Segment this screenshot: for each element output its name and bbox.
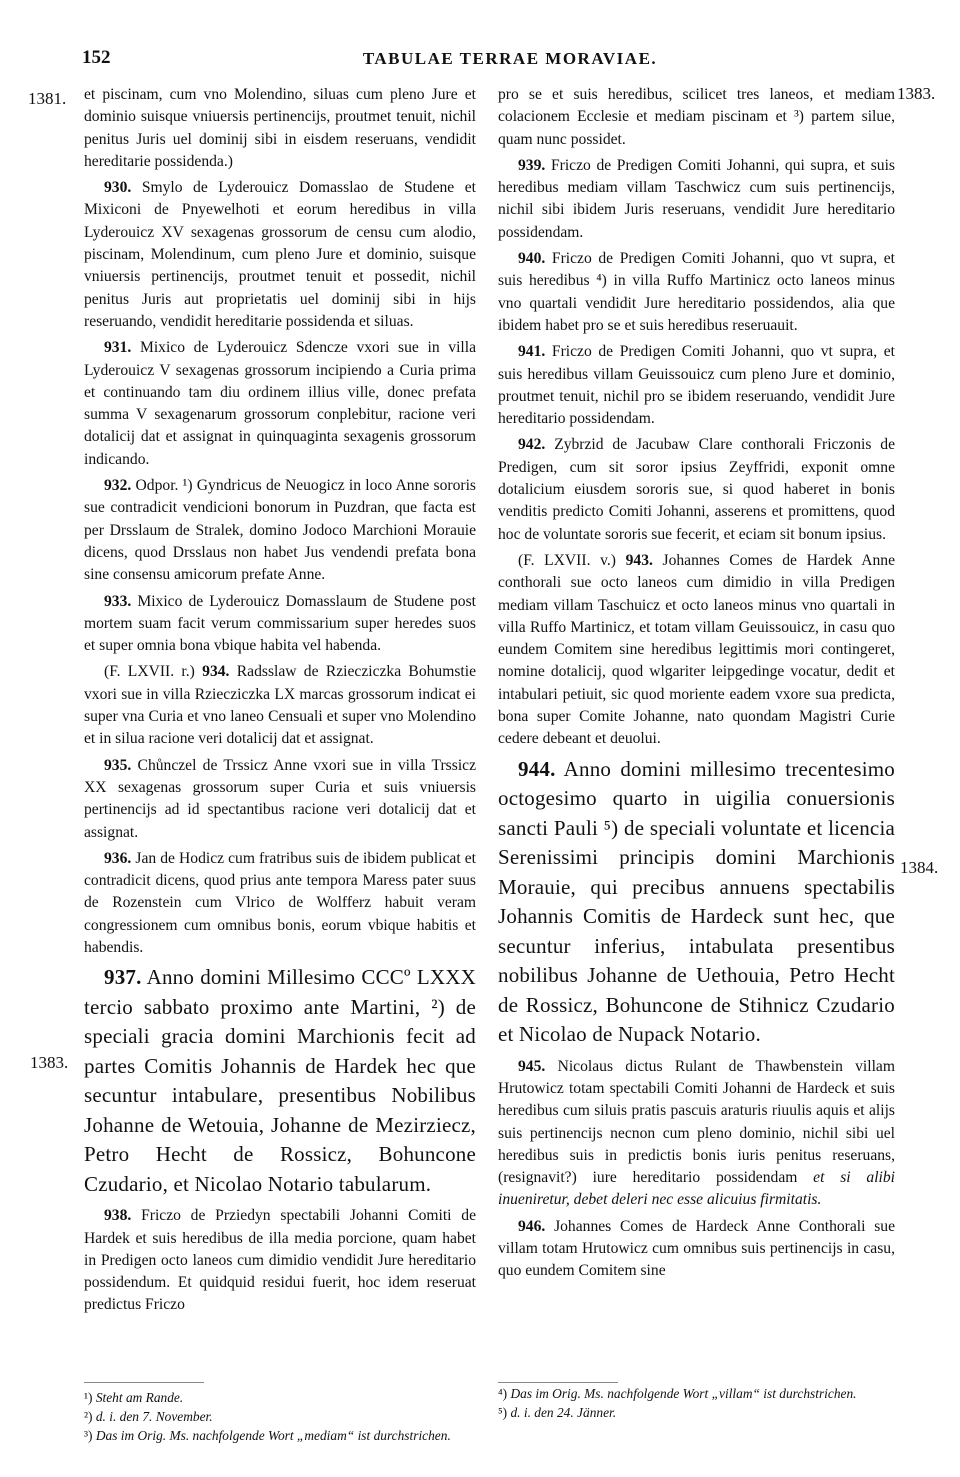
footnotes-left <box>84 1388 476 1445</box>
margin-year-1384: 1384. <box>900 858 939 877</box>
footnote-text: Das im Orig. Ms. nachfolgende Wort „villam“ ist durchstrichen. <box>510 1386 857 1401</box>
entry-number: 946. <box>518 1217 546 1235</box>
entry-text: Radsslaw de Rziecziczka Bohumstie vxori sue in villa Rziecziczka LX marcas grossorum indicat ei super vna Curia et vno laneo Censuali et super vno Molendino et in silua racione veri dotalicij dat et assignat. <box>84 663 476 748</box>
entry-paragraph <box>84 84 476 173</box>
entry-paragraph <box>84 755 476 844</box>
footnote <box>84 1426 476 1445</box>
entry-paragraph <box>498 248 895 337</box>
entry-paragraph <box>84 591 476 658</box>
entry-number: 944. <box>518 756 556 781</box>
folio-reference: (F. LXVII. v.) <box>518 551 626 569</box>
footnote-separator-right <box>498 1382 618 1383</box>
entry-text: Jan de Hodicz cum fratribus suis de ibidem publicat et contradicit dicens, quod prius ante tempora Maress pater suus de Rozenstein cum Vlrico de Wolfferz habuit veram congressionem cum omnibus bonis, eorum vbique habitis et habendis. <box>84 849 476 956</box>
entry-number: 942. <box>518 436 546 454</box>
entry-text: Johannes Comes de Hardek Anne conthorali sue octo laneos cum dimidio in villa Predigen mediam villam Taschuicz et octo laneos minus vno quartali in villa Ruffo Martinicz, et totam villam Geuissouicz, in casu quo eundem Comitem sine heredibus legittimis mori contingeret, nomine dotalicij, quod wlgariter leipgedinge vocatur, dedit et intabulari petiuit, sic quod moriente eadem vxore sua predicta, bona super Comite Johanne, nato quondam Magistri Curie cedere debeant et deuolui. <box>498 551 896 748</box>
right-column <box>498 84 895 1287</box>
entry-text: Friczo de Predigen Comiti Johanni, qui supra, et suis heredibus mediam villam Taschwicz cum suis pertinencijs, nichil sibi ibidem Juris reseruans, vendidit Jure hereditario possidendam. <box>498 156 895 241</box>
footnote-text: Das im Orig. Ms. nachfolgende Wort „mediam“ ist durchstrichen. <box>95 1428 451 1443</box>
entry-paragraph <box>84 848 476 959</box>
footnote <box>84 1388 476 1407</box>
footnote-mark: ⁵) <box>498 1405 511 1420</box>
entry-text: Friczo de Predigen Comiti Johanni, quo vt supra, et suis heredibus ⁴) in villa Ruffo Martinicz octo laneos minus vno quartali vendidit Jure hereditario possidendos, alia que ibidem habet pro se et suis heredibus reseruauit. <box>498 250 895 334</box>
left-column <box>84 84 476 1321</box>
entry-paragraph <box>498 434 895 545</box>
entry-text: Anno domini Millesimo CCCº LXXX tercio sabbato proximo ante Martini, ²) de speciali gracia domini Marchionis fecit ad partes Comitis Johannis de Hardek hec que secuntur intabulare, presentibus Nobilibus Johanne de Wetouia, Johanne de Mezirziecz, Petro Hecht de Rossicz, Bohuncone Czudario, et Nicolao Notario tabularum. <box>84 965 476 1196</box>
footnote-text: Steht am Rande. <box>95 1390 184 1405</box>
entry-paragraph <box>84 661 476 750</box>
entry-number: 943. <box>625 551 653 569</box>
entry-number: 935. <box>104 756 132 774</box>
entry-text: Nicolaus dictus Rulant de Thawbenstein villam Hrutowicz totam spectabili Comiti Johanni de Hardeck et suis heredibus cum siluis pratis pascuis araturis riuulis aquis et alijs suis pertinencijs necnon cum pleno dominio, nichil sibi uel heredibus suis in predictis bonis iuris penitus reseruans, (resignavit?) iure hereditario possidendam <box>498 1057 895 1187</box>
entry-paragraph <box>84 177 476 333</box>
footnotes-right <box>498 1384 895 1422</box>
entry-text: Anno domini millesimo trecentesimo octogesimo quarto in uigilia conuersionis sancti Pauli ⁵) de speciali voluntate et licencia Serenissimi principis domini Marchionis Morauie, qui precibus annuens spectabilis Johannis Comitis de Hardeck sunt hec, que secuntur inferius, intabulata presentibus nobilibus Johanne de Uethouia, Petro Hecht de Rossicz, Bohuncone de Stihnicz Czudario et Nicolao de Nupack Notario. <box>498 756 895 1047</box>
entry-text: Mixico de Lyderouicz Domasslaum de Studene post mortem suam facit verum commissarium super heredes suos et super omnia bona vbique habita vel habenda. <box>84 592 476 655</box>
entry-number: 945. <box>518 1057 546 1075</box>
entry-number: 930. <box>104 179 132 197</box>
footnote-text: d. i. den 24. Jänner. <box>510 1405 617 1420</box>
entry-text: Friczo de Predigen Comiti Johanni, quo vt supra, et suis heredibus villam Geuissouicz cum pleno Jure et dominio, proutmet tenuit, nichil pro se ibidem reseruando, vendidit Jure hereditario possidendam. <box>498 343 895 428</box>
entry-number: 936. <box>104 849 132 867</box>
entry-number: 940. <box>518 250 546 268</box>
margin-year-1383-right: 1383. <box>897 84 936 103</box>
entry-text: Zybrzid de Jacubaw Clare conthorali Friczonis de Predigen, cum sit soror ipsius Zeyffridi, exponit omne dotalicium eiusdem sororis sue, si quod haberet in bonis venditis predicto Comiti Johanni, asserens et promittens, quod hoc de voluntate sororis sue fecerit, et eciam sit bonum ipsius. <box>498 436 895 543</box>
entry-number: 934. <box>202 663 230 681</box>
entry-italic-note: et si alibi inueniretur, debet deleri nec esse alicuius firmitatis. <box>498 1169 895 1209</box>
page-number: 152 <box>82 47 111 68</box>
entry-text: Friczo de Prziedyn spectabili Johanni Comiti de Hardek et suis heredibus de illa media porcione, quam habet in Predigen octo laneos cum dimidio vendidit Jure hereditario possidendum. Et quidquid residui fuerit, hoc idem reseruat predictus Friczo <box>84 1207 476 1314</box>
footnote-text: d. i. den 7. November. <box>95 1409 213 1424</box>
footnote-mark: ⁴) <box>498 1386 511 1401</box>
entry-paragraph <box>498 1216 895 1283</box>
running-title: TABULAE TERRAE MORAVIAE. <box>362 49 658 68</box>
entry-text: Mixico de Lyderouicz Sdencze vxori sue in villa Lyderouicz V sexagenas grossorum incipiendo a Curia prima et continuando tam diu ordinem illius ville, donec prefata summa V sexagenarum grossorum conplebitur, racione veri dotalicij dat et assignat in quinquaginta sexagenis grossorum indicando. <box>84 339 476 468</box>
entry-number: 932. <box>104 477 132 495</box>
entry-text: et piscinam, cum vno Molendino, siluas cum pleno Jure et dominio suisque vniuersis pertinencijs, proutmet tenuit, nichil penitus Juris uel dominij sibi in eisdem reseruans, vendidit hereditarie possidenda.) <box>84 86 476 170</box>
footnote <box>498 1403 895 1422</box>
entry-paragraph <box>498 155 895 244</box>
entry-number: 939. <box>518 156 546 174</box>
entry-paragraph <box>84 963 476 1199</box>
entry-number: 933. <box>104 592 132 610</box>
entry-number: 941. <box>518 343 546 361</box>
entry-paragraph <box>498 550 895 751</box>
entry-paragraph <box>84 1205 476 1316</box>
entry-number: 931. <box>104 339 132 357</box>
margin-year-1383-left: 1383. <box>30 1053 69 1072</box>
footnote-mark: ²) <box>84 1409 96 1424</box>
folio-reference: (F. LXVII. r.) <box>104 663 203 681</box>
margin-year-1381: 1381. <box>28 89 67 108</box>
entry-number: 938. <box>104 1207 132 1225</box>
footnote <box>498 1384 895 1403</box>
entry-text: pro se et suis heredibus, scilicet tres laneos, et mediam colacionem Ecclesie et mediam piscinam et ³) partem silue, quam nunc possidet. <box>498 86 895 148</box>
entry-paragraph <box>498 755 895 1050</box>
entry-paragraph <box>498 1056 895 1212</box>
entry-paragraph <box>84 337 476 471</box>
footnote-separator-left <box>84 1382 204 1383</box>
footnote-mark: ¹) <box>84 1390 96 1405</box>
footnote-mark: ³) <box>84 1428 96 1443</box>
entry-paragraph <box>84 475 476 586</box>
entry-number: 937. <box>104 965 142 990</box>
entry-text: Johannes Comes de Hardeck Anne Conthorali sue villam totam Hrutowicz cum omnibus suis pertinencijs in casu, quo eundem Comitem sine <box>498 1217 895 1280</box>
entry-text: Chůnczel de Trssicz Anne vxori sue in villa Trssicz XX sexagenas grossorum super Curia et suis vniuersis pertinencijs ad id spectantibus racione veri dotalicij dat et assignat. <box>84 756 476 841</box>
entry-paragraph <box>498 84 895 151</box>
entry-text: Smylo de Lyderouicz Domasslao de Studene et Mixiconi de Pnyewelhoti et eorum heredibus in villa Lyderouicz XV sexagenas grossorum de censu cum alodio, piscinam, Molendinum, cum pleno Jure et dominio, suisque vniuersis pertinencijs, proutmet tenuit et possedit, nichil penitus Juris aut proprietatis uel dominij sibi in hijs reseruando, vendidit hereditarie possidenda et siluas. <box>84 179 476 330</box>
footnote <box>84 1407 476 1426</box>
entry-paragraph <box>498 341 895 430</box>
entry-text: Odpor. ¹) Gyndricus de Neuogicz in loco Anne sororis sue contradicit vendicioni bonorum in Puzdran, que facta est per Drsslaum de Stralek, domino Jodoco Marchioni Morauie dicens, quod Drsslaus non habet Jus vendendi prefata bona sine consensu amicorum prefate Anne. <box>84 477 476 584</box>
